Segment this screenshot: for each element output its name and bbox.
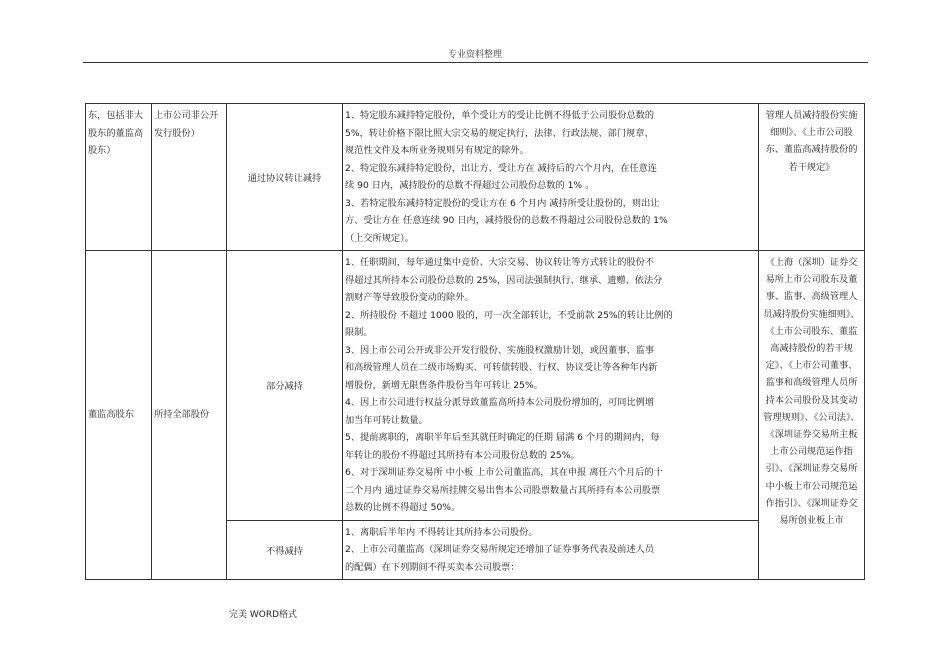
- share-source-cell: [152, 251, 227, 580]
- rule-line: 3、因上市公司公开或非公开发行股份、实施股权激励计划，或因董事、监事: [345, 344, 655, 356]
- rule-line: 得超过其所持本公司股份总数的 25%，因司法强制执行、继承、遗赠、依法分: [345, 274, 663, 286]
- shareholder-type-text: 东，包括非大股东的董监高股东）: [88, 110, 144, 156]
- rule-line: 的配偶）在下列期间不得买卖本公司股票：: [345, 561, 520, 573]
- header-divider: [83, 62, 868, 63]
- table-row: [86, 104, 865, 251]
- reduction-method-text: 不得减持: [266, 545, 303, 557]
- shareholder-type-text: 董监高股东: [88, 409, 134, 421]
- reduction-method-cell: [227, 520, 343, 580]
- rule-line: 规范性文件及本所业务规则另有规定的除外。: [345, 145, 529, 156]
- legal-basis-text: 《上海（深圳）证券交易所上市公司股东及董事、监事、高级管理人员减持股份实施细则》、《上市公司股东、董监高减持股份的若干规定》、《上市公司董事、监事和高级管理人员所持本公司股份及其变动管理规则》、《公司法》、《深圳证券交易所主板上市公司规范运作指引》、《深圳证券交易所中小板上市公司规范运作指引》、《深圳证券交易所创业板上市: [763, 257, 860, 527]
- rule-line: 二个月内 通过证券交易所挂牌交易出售本公司股票数量占其所持有本公司股票: [345, 484, 661, 496]
- shareholder-type-cell: [86, 104, 152, 251]
- rule-line: 续 90 日内，减持股份的总数不得超过公司股份总数的 1% 。: [345, 180, 595, 191]
- rule-line: 1、特定股东减持特定股份，单个受让方的受让比例不得低于公司股份总数的: [345, 110, 655, 121]
- rule-line: 割财产等导致股份变动的除外。: [345, 292, 474, 303]
- rule-content-cell: [343, 104, 759, 251]
- rule-line: 总数的比例不得超过 50%。: [345, 502, 461, 513]
- rule-line: 5%，转让价格下限比照大宗交易的规定执行，法律、行政法规、部门规章、: [345, 127, 654, 139]
- page-header-title: 专业资料整理: [447, 50, 502, 60]
- rule-content-cell: [343, 251, 759, 521]
- rule-line: 5、提前离职的，离职半年后至其就任时确定的任期 届满 6 个月的期间内，每: [345, 432, 660, 443]
- reduction-rules-table: [85, 103, 865, 580]
- rule-line: 2、上市公司董监高（深圳证券交易所规定还增加了证券事务代表及前述人员: [345, 544, 655, 555]
- share-source-cell: [152, 104, 227, 251]
- rule-line: 加当年可转让数量。: [345, 414, 428, 426]
- legal-basis-cell: [759, 251, 865, 580]
- rule-line: 和高级管理人员在二级市场购买、可转债转股、行权、协议受让等各种年内新: [345, 362, 658, 373]
- rule-content-cell: [343, 520, 759, 580]
- rule-line: 6、对于深圳证券交易所 中小板 上市公司董监高，其在申报 离任六个月后的十: [345, 467, 663, 478]
- rule-content: [343, 521, 758, 580]
- rule-line: 限制。: [345, 327, 373, 338]
- rule-line: 年转让的股份不得超过其所持有本公司股份总数的 25%。: [345, 449, 580, 461]
- rule-line: 2、所持股份 不超过 1000 股的，可一次全部转让，不受前款 25%的转让比例的: [345, 309, 673, 321]
- share-source-text: 所持全部股份: [154, 409, 210, 421]
- rule-line: （上交所规定）。: [345, 232, 414, 244]
- reduction-method-cell: [227, 251, 343, 521]
- rule-content: [343, 251, 758, 520]
- rule-line: 2、特定股东减持特定股份，出让方、受让方在 减持后的六个月内，在任意连: [345, 162, 657, 174]
- shareholder-type-cell: [86, 251, 152, 580]
- rule-content: [343, 104, 758, 250]
- page-footer: 完美 WORD格式: [229, 610, 298, 620]
- rule-line: 4、因上市公司进行权益分派导致董监高所持本公司股份增加的，可同比例增: [345, 397, 655, 408]
- legal-basis-cell: [759, 104, 865, 251]
- rule-line: 3、若特定股东减持特定股份的受让方在 6 个月内 减持所受让股份的，则出让: [345, 197, 660, 209]
- reduction-method-text: 部分减持: [266, 381, 303, 393]
- reduction-method-text: 通过协议转让减持: [247, 173, 322, 184]
- share-source-text: 上市公司非公开发行股份）: [154, 110, 219, 139]
- table-row: [86, 251, 865, 521]
- rule-line: 1、任职期间，每年通过集中竞价、大宗交易、协议转让等方式转让的股份不: [345, 257, 655, 268]
- rule-line: 方、受让方在 任意连续 90 日内，减持股份的总数不得超过公司股份总数的 1%: [345, 215, 668, 226]
- rule-line: 1、离职后半年内 不得转让其所持本公司股份。: [345, 526, 538, 538]
- rule-line: 增股份，新增无限售条件股份当年可转让 25%。: [345, 379, 543, 391]
- legal-basis-text: 管理人员减持股份实施细则》、《上市公司股东、董监高减持股份的若干规定》: [765, 110, 858, 173]
- reduction-method-cell: [227, 104, 343, 251]
